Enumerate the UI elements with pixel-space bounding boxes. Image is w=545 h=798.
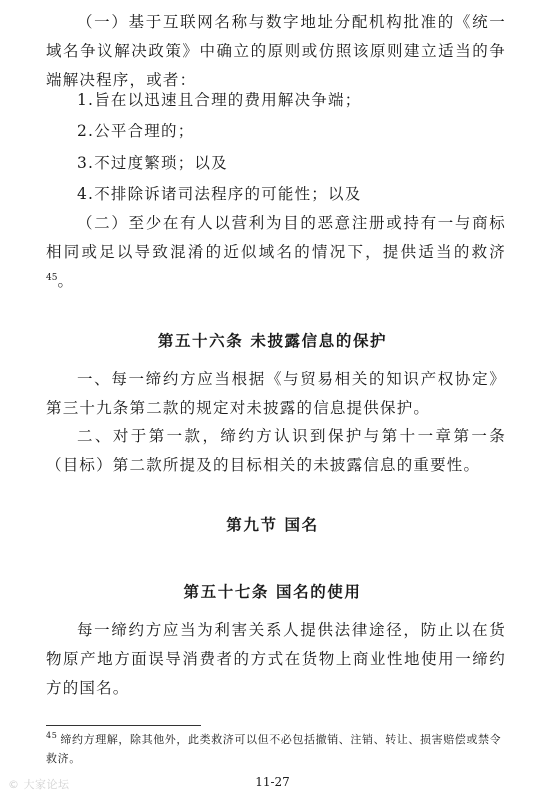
watermark-text: 大家论坛 [23,778,70,791]
paragraph-two-end: 。 [57,272,75,290]
watermark-icon: © [8,778,20,791]
footnote-text: 缔约方理解，除其他外，此类救济可以但不必包括撤销、注销、转让、损害赔偿或禁令救济。 [46,733,502,765]
list-item: 2.公平合理的； [77,122,195,140]
section-9-heading: 第九节 国名 [226,516,319,534]
footnote [46,730,506,768]
paragraph-two-text: （二）至少在有人以营利为目的恶意注册或持有一与商标相同或足以导致混淆的近似域名的情况下，提供适当的救济 [46,214,506,261]
footnote-reference: 45 [46,272,58,283]
article-56-heading: 第五十六条 未披露信息的保护 [157,332,388,350]
footnote-number: 45 [46,731,58,741]
paragraph-intro: （一）基于互联网名称与数字地址分配机构批准的《统一域名争议解决政策》中确立的原则或仿照该原则建立适当的争端解决程序，或者： [46,13,506,89]
article-56-paragraph-2: 二、对于第一款，缔约方认识到保护与第十一章第一条（目标）第二款所提及的目标相关的未披露信息的重要性。 [46,427,506,474]
article-56-paragraph-1: 一、每一缔约方应当根据《与贸易相关的知识产权协定》第三十九条第二款的规定对未披露的信息提供保护。 [46,370,506,417]
article-57-paragraph-1: 每一缔约方应当为利害关系人提供法律途径，防止以在货物原产地方面误导消费者的方式在货物上商业性地使用一缔约方的国名。 [46,621,506,697]
article-57-heading: 第五十七条 国名的使用 [183,583,362,601]
paragraph-two [46,209,506,296]
footnote-divider [46,725,201,726]
page-number: 11-27 [255,775,290,789]
list-item: 4.不排除诉诸司法程序的可能性；以及 [77,185,362,203]
list-item: 3.不过度繁琐；以及 [77,154,228,172]
list-item: 1.旨在以迅速且合理的费用解决争端； [77,91,362,109]
